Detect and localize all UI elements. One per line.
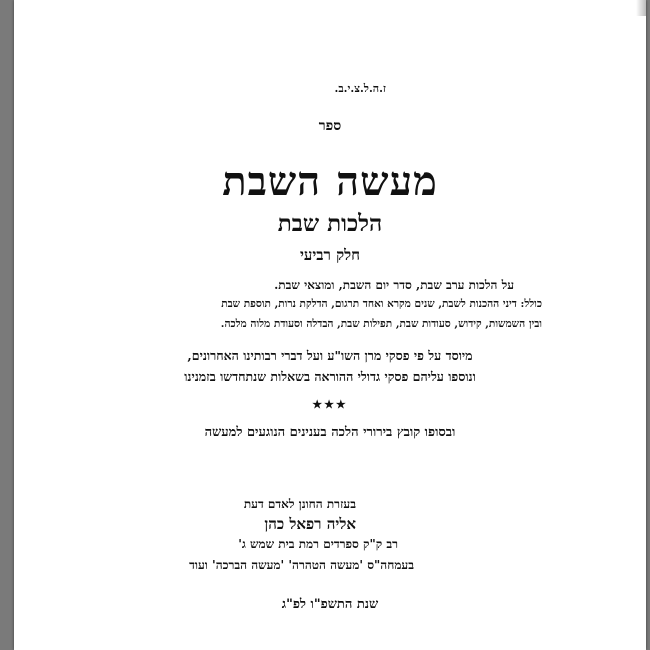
author-intro: בעזרת החונן לאדם דעת xyxy=(243,497,356,511)
page-corner xyxy=(636,0,646,16)
description-line-2: כולל: דיני ההכנות לשבת, שנים מקרא ואחד תרגום, הדלקת נרות, תוספת שבת xyxy=(221,298,542,310)
sefer-label: ספר xyxy=(318,118,342,134)
publication-year: שנת התשפ"ו לפ"ג xyxy=(281,597,379,612)
title-page xyxy=(14,0,646,650)
star-separator: ★★★ xyxy=(312,398,348,411)
author-name: אליה רפאל כהן xyxy=(264,515,356,533)
volume-part: חלק רביעי xyxy=(299,246,361,264)
book-title: מעשה השבת xyxy=(222,158,438,205)
appendix-line: ובסופו קובץ בירורי הלכה בענינים הנוגעים למעשה xyxy=(204,425,456,440)
author-works: בעמחה"ס 'מעשה הטהרה' 'מעשה הברכה' ועוד xyxy=(189,558,414,572)
author-position: רב ק"ק ספרדים רמת בית שמש ג' xyxy=(238,537,398,551)
basis-line-2: ונוספו עליהם פסקי גדולי ההוראה בשאלות שנתחדשו בזמנינו xyxy=(184,369,476,384)
description-line-3: ובין השמשות, קידוש, סעודות שבת, תפילות שבת, הבדלה וסעודת מלוה מלכה. xyxy=(220,318,542,330)
acronym-header: ז.ה.ל.צ.י.ב. xyxy=(334,82,386,95)
basis-line-1: מיוסד על פי פסקי מרן השו"ע ועל דברי רבותינו האחרונים, xyxy=(187,348,473,363)
book-subtitle: הלכות שבת xyxy=(277,210,383,237)
description-line-1: על הלכות ערב שבת, סדר יום השבת, ומוצאי שבת. xyxy=(274,278,514,292)
